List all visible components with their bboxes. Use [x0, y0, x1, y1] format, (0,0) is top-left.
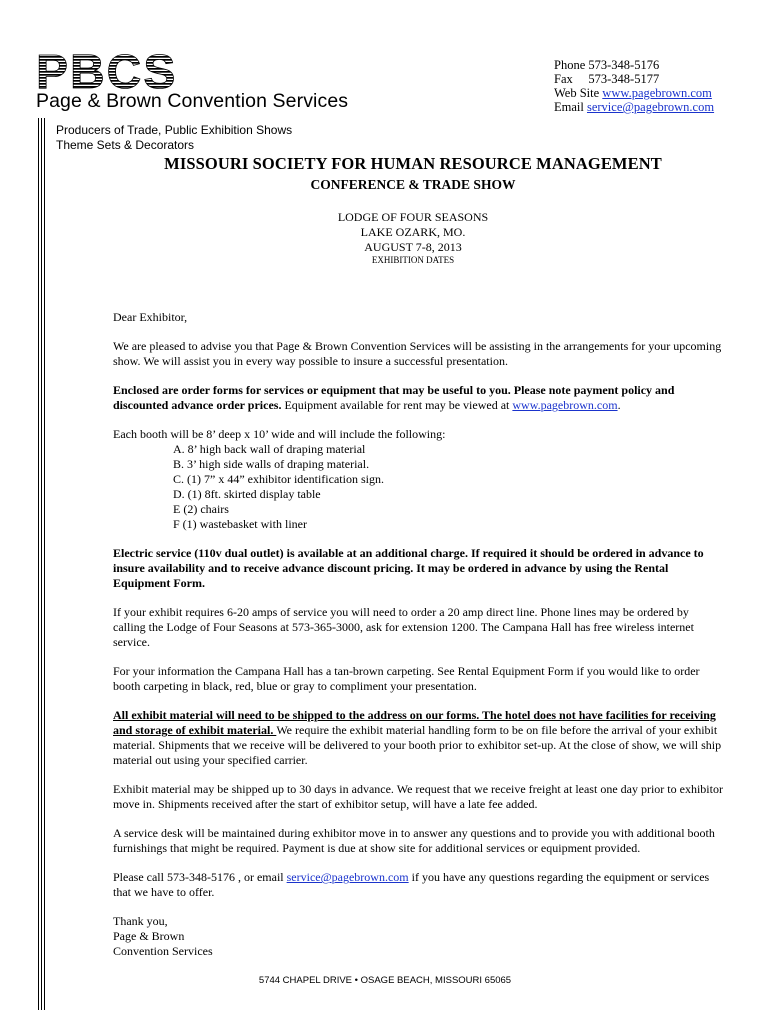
tagline-line-1: Producers of Trade, Public Exhibition Shows — [56, 123, 293, 137]
email-label: Email — [554, 100, 584, 114]
booth-items-list — [113, 442, 723, 532]
letter-body — [113, 310, 723, 959]
list-item: C. (1) 7” x 44” exhibitor identification sign. — [173, 472, 384, 486]
footer-address: 5744 CHAPEL DRIVE • OSAGE BEACH, MISSOURI 65065 — [258, 975, 512, 986]
contact-text-post: if you have any questions regarding the equipment or services that we have to offer. — [113, 870, 710, 899]
contact-block — [554, 58, 714, 114]
pbcs-monogram-logo — [36, 50, 226, 92]
phone-number: 573-348-5176 — [588, 58, 660, 72]
shipping-bold: All exhibit material will need to be shipped to the address on our forms. The hotel does not have facilities for receiving and storage of exhibit material. — [113, 708, 716, 737]
fax-label: Fax — [554, 72, 573, 86]
email-link-body[interactable]: service@pagebrown.com — [286, 870, 409, 884]
list-item: D. (1) 8ft. skirted display table — [173, 487, 321, 501]
website-link[interactable]: www.pagebrown.com — [602, 86, 712, 100]
logo-monogram-text: PBCS — [36, 50, 178, 92]
paragraph-intro: We are pleased to advise you that Page & Brown Convention Services will be assisting in the arrangements for your upcoming show. We will assist you in every way possible to insure a successful presentation. — [113, 339, 722, 368]
producers-tagline — [56, 123, 292, 152]
fax-number: 573-348-5177 — [588, 72, 660, 86]
event-subtitle: CONFERENCE & TRADE SHOW — [310, 177, 516, 192]
website-link-body[interactable]: www.pagebrown.com — [512, 398, 618, 412]
left-border-rule — [41, 118, 42, 1010]
email-link[interactable]: service@pagebrown.com — [586, 100, 715, 114]
paragraph-shipping — [113, 708, 723, 768]
salutation: Dear Exhibitor, — [113, 310, 188, 324]
shipping-text: We require the exhibit material handling form to be on file before the arrival of your exhibit material. Shipments that we receive will be delivered to your booth prior to exhibitor set-up. At the close of show, we will ship material out using your specified carrier. — [113, 723, 722, 767]
signoff — [113, 914, 723, 959]
signature-line-1: Page & Brown — [113, 929, 185, 943]
booth-section — [113, 427, 723, 532]
website-row — [554, 86, 714, 100]
event-venue-block — [60, 210, 766, 267]
phone-label: Phone — [554, 58, 586, 72]
company-name: Page & Brown Convention Services — [36, 90, 349, 112]
email-row — [554, 100, 714, 114]
paragraph-contact — [113, 870, 723, 900]
paragraph-amps: If your exhibit requires 6-20 amps of service you will need to order a 20 amp direct line. Phone lines may be ordered by calling the Lodge of Four Seasons at 573-365-3000, ask for extension 1200. The Campana Hall has free wireless internet service. — [113, 605, 694, 649]
company-logo — [36, 50, 416, 112]
venue-name: LODGE OF FOUR SEASONS — [337, 210, 489, 224]
paragraph-electric: Electric service (110v dual outlet) is available at an additional charge. If required it should be ordered in advance to insure availability and to receive advance discount pricing. It may be ordered in advance by using the Rental Equipment Form. — [113, 546, 704, 590]
phone-row — [554, 58, 714, 72]
paragraph-order-forms — [113, 383, 723, 413]
contact-text-pre: Please call 573-348-5176 , or email — [113, 870, 287, 884]
left-border-rule — [44, 118, 45, 1010]
closing: Thank you, — [113, 914, 168, 928]
fax-row — [554, 72, 714, 86]
left-border-rule — [38, 118, 39, 1010]
order-forms-end: . — [617, 398, 621, 412]
paragraph-service-desk: A service desk will be maintained during exhibitor move in to answer any questions and to provide you with additional booth furnishings that might be required. Payment is due at show site for additional services or equipment provided. — [113, 826, 715, 855]
paragraph-carpet: For your information the Campana Hall has a tan-brown carpeting. See Rental Equipment Form if you would like to order booth carpeting in black, red, blue or gray to compliment your presentation. — [113, 664, 700, 693]
list-item: B. 3’ high side walls of draping material. — [173, 457, 370, 471]
venue-location: LAKE OZARK, MO. — [360, 224, 466, 239]
list-item: F (1) wastebasket with liner — [173, 517, 307, 531]
paragraph-advance: Exhibit material may be shipped up to 30 days in advance. We request that we receive freight at least one day prior to exhibitor move in. Shipments received after the start of exhibitor setup, will have a late fee added. — [113, 782, 723, 811]
tagline-line-2: Theme Sets & Decorators — [56, 137, 195, 152]
event-dates: AUGUST 7-8, 2013 — [364, 239, 462, 254]
list-item: E (2) chairs — [173, 502, 229, 516]
signature-line-2: Convention Services — [113, 944, 213, 958]
website-label: Web Site — [554, 86, 600, 100]
booth-intro: Each booth will be 8’ deep x 10’ wide and will include the following: — [113, 427, 446, 441]
event-title: MISSOURI SOCIETY FOR HUMAN RESOURCE MANAGEMENT — [164, 154, 662, 173]
order-forms-bold: Enclosed are order forms for services or equipment that may be useful to you. Please note payment policy and discounted advance order prices. — [113, 383, 675, 412]
order-forms-text: Equipment available for rent may be viewed at — [281, 398, 513, 412]
event-dates-label: EXHIBITION DATES — [371, 255, 455, 266]
list-item: A. 8’ high back wall of draping material — [173, 442, 366, 456]
